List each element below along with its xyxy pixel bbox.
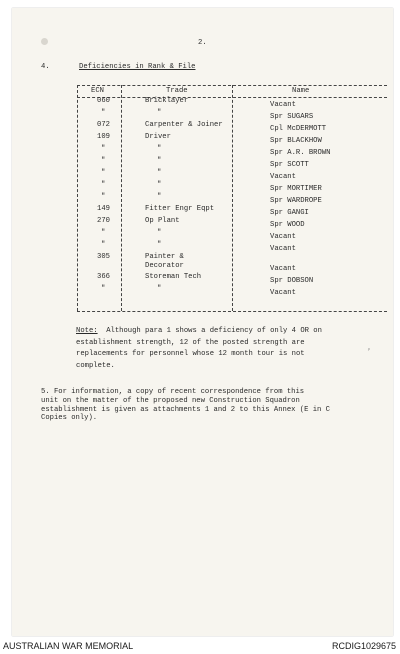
para5-line-2: unit on the matter of the proposed new Construction Squadron	[41, 396, 300, 405]
row-name: Vacant	[270, 101, 296, 109]
para5-line-1: 5. For information, a copy of recent correspondence from this	[41, 388, 305, 396]
section-5-paragraph	[41, 388, 330, 423]
row-trade: Painter &	[145, 253, 184, 261]
row-trade: "	[157, 229, 162, 237]
header-ecn: ECN	[91, 87, 104, 95]
footer-reference: RCDIG1029675	[331, 641, 396, 651]
row-name: Vacant	[270, 265, 296, 273]
footer-source: AUSTRALIAN WAR MEMORIAL	[3, 641, 134, 651]
row-ecn: 060	[97, 97, 110, 105]
row-name: Spr SUGARS	[270, 113, 314, 121]
note-line-3: replacements for personnel whose 12 month tour is not	[76, 350, 305, 358]
row-ecn: 366	[97, 273, 110, 281]
row-name: Vacant	[270, 289, 296, 297]
table-col-rule-1	[121, 85, 122, 311]
row-trade-line-2: Decorator	[145, 262, 184, 270]
row-ecn: 305	[97, 253, 110, 261]
archive-footer	[0, 639, 400, 654]
header-trade: Trade	[166, 87, 188, 95]
row-ecn: "	[101, 181, 106, 189]
row-ecn: 109	[97, 133, 110, 141]
note-line-1	[76, 326, 322, 338]
row-trade: Driver	[145, 133, 171, 141]
row-trade: "	[157, 109, 162, 117]
row-name: Spr WARDROPE	[270, 197, 322, 205]
row-trade: Fitter Engr Eqpt	[145, 205, 215, 213]
row-name: Spr MORTIMER	[270, 185, 322, 193]
row-trade: "	[157, 181, 162, 189]
row-trade: "	[157, 145, 162, 153]
row-trade: "	[157, 285, 162, 293]
row-name: Spr SCOTT	[270, 161, 309, 169]
note-block	[76, 326, 322, 372]
row-name: Spr BLACKHOW	[270, 137, 322, 145]
row-trade: Bricklayer	[145, 97, 189, 105]
row-ecn: "	[101, 241, 106, 249]
row-trade: "	[157, 169, 162, 177]
row-name: Spr DOBSON	[270, 277, 314, 285]
row-name: Vacant	[270, 173, 296, 181]
row-name: Spr GANGI	[270, 209, 309, 217]
section-4-number: 4.	[41, 63, 50, 71]
note-line-2: establishment strength, 12 of the posted strength are	[76, 338, 305, 347]
row-trade: "	[157, 157, 162, 165]
note-label: Note:	[76, 327, 98, 335]
row-trade: Carpenter & Joiner	[145, 121, 223, 129]
row-ecn: "	[101, 169, 106, 177]
row-ecn: 149	[97, 205, 110, 213]
row-trade: Storeman Tech	[145, 273, 202, 281]
row-ecn: "	[101, 157, 106, 165]
row-ecn: "	[101, 145, 106, 153]
table-bottom-rule	[77, 311, 387, 312]
row-trade: "	[157, 193, 162, 201]
note-line-4: complete.	[76, 361, 115, 370]
row-ecn: "	[101, 109, 106, 117]
row-name: Spr A.R. BROWN	[270, 149, 331, 157]
row-name: Vacant	[270, 245, 296, 253]
punch-hole	[41, 38, 48, 45]
pen-mark: ⸗	[367, 346, 371, 353]
note-text-1: Although para 1 shows a deficiency of only 4 OR on	[106, 327, 322, 335]
row-ecn: 270	[97, 217, 110, 225]
para5-line-3: establishment is given as attachments 1 and 2 to this Annex (E in C	[41, 405, 330, 414]
section-4-title: Deficiencies in Rank & File	[79, 63, 196, 71]
row-name: Vacant	[270, 233, 296, 241]
row-trade: Op Plant	[145, 217, 180, 225]
table-col-rule-2	[232, 85, 233, 311]
row-ecn: "	[101, 285, 106, 293]
row-name: Cpl McDERMOTT	[270, 125, 327, 133]
page-number: 2.	[198, 39, 207, 47]
row-trade: "	[157, 241, 162, 249]
row-ecn: "	[101, 193, 106, 201]
header-name: Name	[292, 87, 310, 95]
table-left-rule	[77, 85, 78, 311]
document-page	[12, 8, 393, 636]
row-ecn: 072	[97, 121, 110, 129]
deficiency-table	[77, 85, 387, 311]
row-name: Spr WOOD	[270, 221, 305, 229]
row-ecn: "	[101, 229, 106, 237]
para5-line-4: Copies only).	[41, 414, 98, 423]
